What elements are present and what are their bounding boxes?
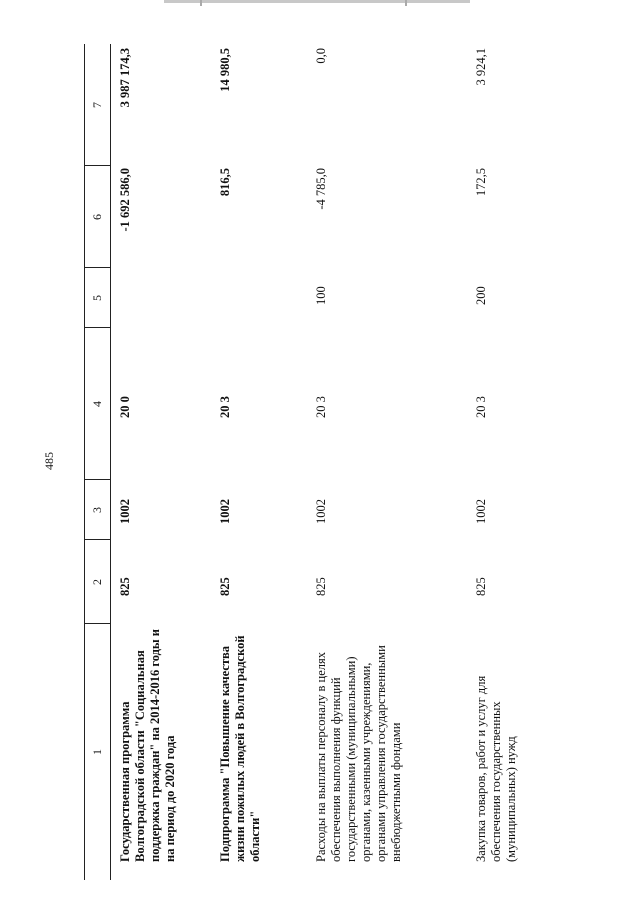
- top-scan-line: [164, 0, 470, 3]
- row-2-col4: 20 3: [218, 396, 232, 418]
- row-4-name: Закупка товаров, работ и услуг для обеспечения государственных (муниципальных) нужд: [474, 675, 518, 862]
- row-3-col3: 1002: [314, 499, 328, 524]
- header-col-1: 1: [90, 749, 104, 755]
- row-4-col7: 3 924,1: [474, 48, 488, 86]
- rotated-document: [84, 44, 608, 880]
- row-1-name: Государственная программа Волгоградской области "Социальная поддержка граждан" на 2014-2016 годы и на период до 2020 года: [118, 628, 177, 862]
- top-scan-tick: [405, 0, 407, 6]
- header-col-6: 6: [90, 214, 104, 220]
- row-1-col2: 825: [118, 577, 132, 596]
- page-number-container: [40, 452, 58, 470]
- budget-table: [84, 44, 608, 880]
- header-col-2: 2: [90, 579, 104, 585]
- header-col-7: 7: [90, 102, 104, 108]
- row-1-col7: 3 987 174,3: [118, 48, 132, 108]
- row-4-col4: 20 3: [474, 396, 488, 418]
- table-header-border: [110, 44, 111, 880]
- row-3-col2: 825: [314, 577, 328, 596]
- row-3-col6: -4 785,0: [314, 168, 328, 210]
- row-4-col6: 172,5: [474, 168, 488, 197]
- page-number: 485: [42, 452, 56, 470]
- row-3-col7: 0,0: [314, 48, 328, 64]
- top-scan-tick: [200, 0, 202, 6]
- row-2-col6: 816,5: [218, 168, 232, 197]
- row-4-col2: 825: [474, 577, 488, 596]
- header-col-5: 5: [90, 295, 104, 301]
- row-2-name: Подпрограмма "Повышение качества жизни пожилых людей в Волгоградской области": [218, 635, 262, 862]
- row-1-col6: -1 692 586,0: [118, 168, 132, 232]
- row-3-col5: 100: [314, 286, 328, 305]
- row-2-col7: 14 980,5: [218, 48, 232, 92]
- row-2-col3: 1002: [218, 499, 232, 524]
- row-1-col4: 20 0: [118, 396, 132, 418]
- header-col-3: 3: [90, 507, 104, 513]
- row-3-name: Расходы на выплаты персоналу в целях обеспечения выполнения функций государственными (муниципальными) органами, казенными учреждениями, органами управления государственными внебюджетными фондами: [314, 645, 403, 862]
- table-top-border: [84, 44, 85, 880]
- header-col-4: 4: [90, 401, 104, 407]
- row-3-col4: 20 3: [314, 396, 328, 418]
- row-4-col5: 200: [474, 286, 488, 305]
- row-4-col3: 1002: [474, 499, 488, 524]
- row-2-col2: 825: [218, 577, 232, 596]
- row-1-col3: 1002: [118, 499, 132, 524]
